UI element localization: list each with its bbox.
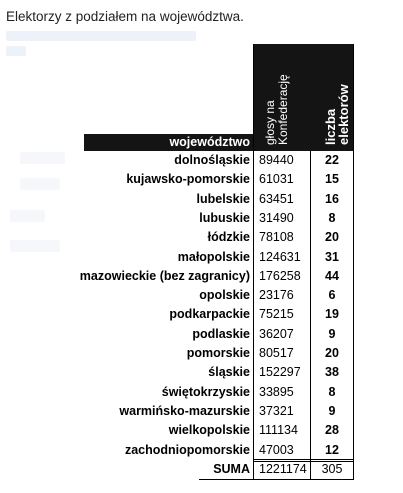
votes-value: 78108 bbox=[259, 230, 294, 245]
table-row bbox=[0, 228, 360, 247]
votes-value: 152297 bbox=[259, 365, 301, 380]
votes-value: 63451 bbox=[259, 191, 294, 206]
voivodeship-name: śląskie bbox=[208, 365, 250, 380]
electors-value: 6 bbox=[328, 288, 336, 303]
column-divider bbox=[253, 44, 254, 479]
voivodeship-name: lubuskie bbox=[199, 210, 250, 225]
votes-value: 33895 bbox=[259, 384, 294, 399]
electors-value: 31 bbox=[325, 249, 339, 264]
electors-value: 22 bbox=[325, 153, 339, 167]
table-row bbox=[0, 190, 360, 209]
table-bottom-border bbox=[199, 479, 354, 480]
sum-votes: 1221174 bbox=[259, 461, 307, 476]
electors-value: 38 bbox=[325, 365, 339, 380]
electors-value: 20 bbox=[325, 230, 339, 245]
electors-value: 20 bbox=[325, 346, 339, 360]
column-divider bbox=[310, 151, 311, 479]
header-electors: liczba elektorów bbox=[323, 84, 351, 145]
sum-divider bbox=[253, 461, 354, 462]
votes-value: 89440 bbox=[259, 153, 294, 167]
table-row bbox=[0, 363, 360, 382]
electors-value: 28 bbox=[325, 423, 339, 438]
votes-value: 47003 bbox=[259, 442, 294, 457]
table-row bbox=[0, 151, 360, 170]
voivodeship-name: opolskie bbox=[199, 288, 250, 303]
sum-divider bbox=[253, 459, 354, 460]
faint-background-text bbox=[6, 46, 26, 56]
electors-value: 9 bbox=[328, 403, 336, 418]
table-row bbox=[0, 170, 360, 189]
voivodeship-name: małopolskie bbox=[177, 249, 250, 264]
faint-background-text bbox=[6, 31, 196, 41]
table-row bbox=[0, 305, 360, 324]
table-row bbox=[0, 286, 360, 305]
electors-value: 19 bbox=[325, 307, 339, 322]
voivodeship-name: zachodniopomorskie bbox=[124, 442, 250, 457]
table-row bbox=[0, 209, 360, 228]
header-voivodeship: województwo bbox=[84, 134, 254, 151]
voivodeship-name: kujawsko-pomorskie bbox=[126, 172, 250, 187]
table-row bbox=[0, 267, 360, 286]
voivodeship-name: mazowieckie (bez zagranicy) bbox=[79, 268, 250, 283]
voivodeship-name: świętokrzyskie bbox=[161, 384, 250, 399]
table-row bbox=[0, 383, 360, 402]
votes-value: 36207 bbox=[259, 326, 294, 341]
votes-value: 111134 bbox=[259, 423, 298, 438]
votes-value: 75215 bbox=[259, 307, 294, 322]
electors-value: 15 bbox=[325, 172, 339, 187]
table-row bbox=[0, 421, 360, 440]
votes-value: 61031 bbox=[259, 172, 294, 187]
header-votes: głosy na Konfederację bbox=[263, 74, 290, 145]
voivodeship-name: wielkopolskie bbox=[168, 423, 250, 438]
electors-value: 8 bbox=[328, 384, 336, 399]
electors-value: 8 bbox=[328, 210, 336, 225]
page-title: Elektorzy z podziałem na województwa. bbox=[6, 9, 244, 24]
table-row bbox=[0, 248, 360, 267]
sum-electors: 305 bbox=[321, 461, 343, 476]
electors-value: 12 bbox=[325, 442, 339, 457]
voivodeship-name: dolnośląskie bbox=[174, 153, 250, 167]
sum-row bbox=[0, 460, 360, 479]
table-row bbox=[0, 402, 360, 421]
table-row bbox=[0, 344, 360, 363]
voivodeship-name: łódzkie bbox=[207, 230, 250, 245]
votes-value: 176258 bbox=[259, 268, 301, 283]
votes-value: 124631 bbox=[259, 249, 301, 264]
table-row bbox=[0, 441, 360, 460]
voivodeship-name: lubelskie bbox=[196, 191, 250, 206]
sum-label: SUMA bbox=[213, 461, 250, 476]
table-row bbox=[0, 325, 360, 344]
voivodeship-name: podkarpackie bbox=[169, 307, 250, 322]
votes-value: 31490 bbox=[259, 210, 294, 225]
votes-value: 80517 bbox=[259, 346, 294, 360]
electors-value: 16 bbox=[325, 191, 339, 206]
column-divider bbox=[353, 44, 354, 479]
electors-value: 44 bbox=[325, 268, 339, 283]
voivodeship-name: warmińsko-mazurskie bbox=[119, 403, 250, 418]
votes-value: 23176 bbox=[259, 288, 294, 303]
voivodeship-name: pomorskie bbox=[186, 346, 250, 360]
voivodeship-name: podlaskie bbox=[192, 326, 250, 341]
votes-value: 37321 bbox=[259, 403, 294, 418]
electors-value: 9 bbox=[328, 326, 336, 341]
